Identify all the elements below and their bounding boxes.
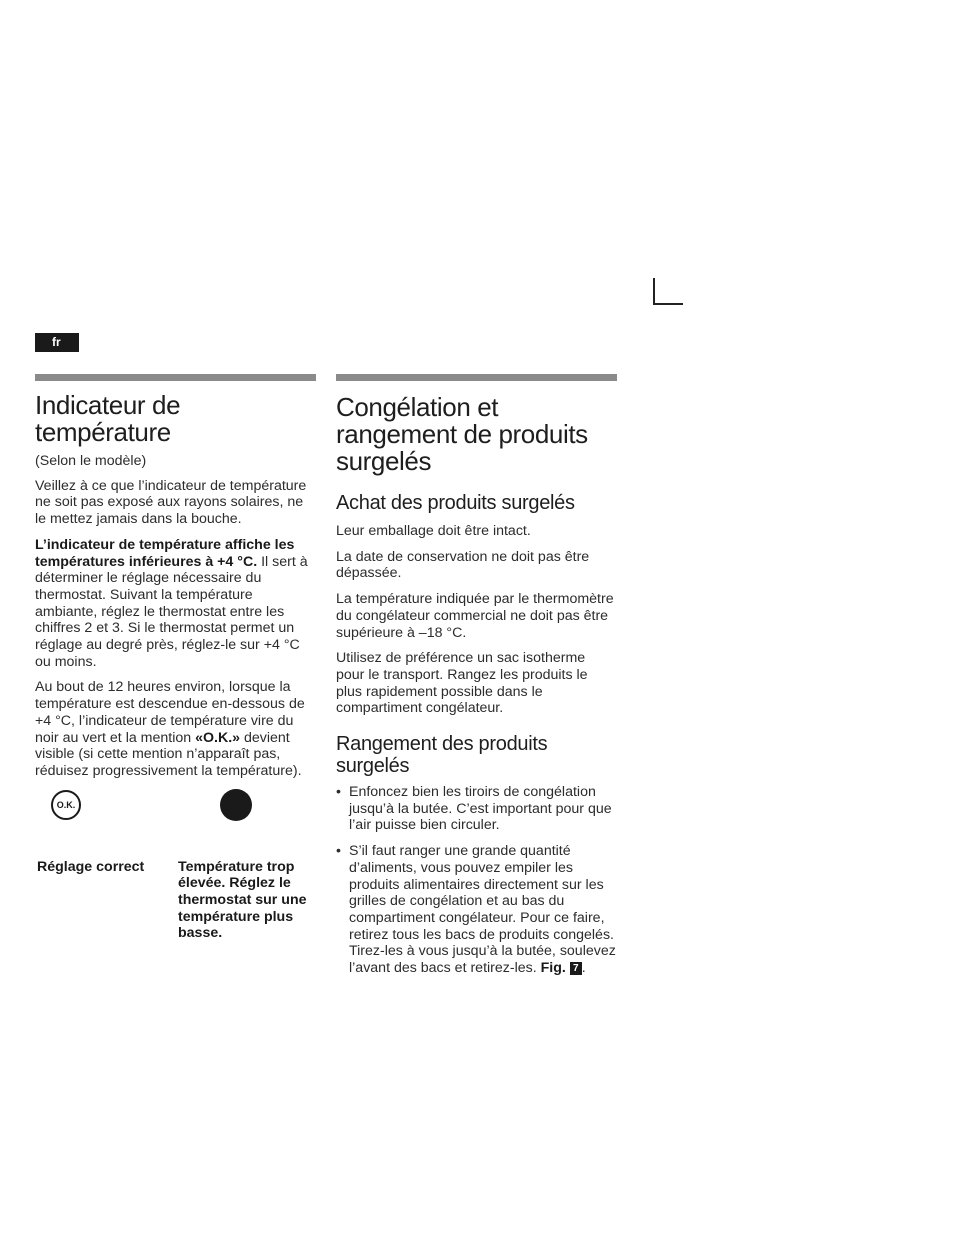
paragraph-thermostat <box>35 537 316 671</box>
right-column <box>336 374 617 986</box>
list-item: • S’il faut ranger une grande quantité d’aliments, vous pouvez empiler les produits alimentaires directement sur les grilles de congélation et au bas du compartiment congélateur. Pour ce faire, retirez tous les bacs de produits congelés. Tirez-les à vous jusqu’à la butée, soulevez l’avant des bacs et retirez-les. Fig. 7 . <box>336 843 616 977</box>
model-note: (Selon le modèle) <box>35 453 147 469</box>
indicator-illustration <box>35 789 316 942</box>
paragraph-packaging: Leur emballage doit être intact. <box>336 523 531 539</box>
paragraph-ok-text-a: Au bout de 12 heures environ, lorsque la température est descendue en-dessous de +4 °C, l’indicateur de température vire du noir au vert et la mention <box>35 679 305 746</box>
indicator-ok-icon <box>51 790 81 820</box>
language-badge: fr <box>35 333 79 352</box>
indicator-dark-icon <box>220 789 252 821</box>
storage-list <box>336 784 617 977</box>
paragraph-date: La date de conservation ne doit pas être dépassée. <box>336 548 590 582</box>
list-item-text: S’il faut ranger une grande quantité d’aliments, vous pouvez empiler les produits alimentaires directement sur les grilles de congélation et au bas du compartiment congélateur. Pour ce faire, retirez tous les bacs de produits congelés. Tirez-les à vous jusqu’à la butée, soulevez l’avant des bacs et retirez-les. <box>349 843 616 977</box>
section-title-indicator: Indicateur de température <box>35 390 181 447</box>
paragraph-thermometer: La température indiquée par le thermomètre du congélateur commercial ne doit pas être supérieure à –18 °C. <box>336 591 614 641</box>
paragraph-warning: Veillez à ce que l’indicateur de température ne soit pas exposé aux rayons solaires, ne le mettez jamais dans la bouche. <box>35 477 307 528</box>
paragraph-transport: Utilisez de préférence un sac isotherme pour le transport. Rangez les produits le plus rapidement possible dans le compartiment congélateur. <box>336 650 588 717</box>
section-title-freezing: Congélation et rangement de produits surgelés <box>336 392 588 476</box>
crop-mark <box>653 278 683 305</box>
list-item: • Enfoncez bien les tiroirs de congélation jusqu’à la butée. C’est important pour que l’air puisse bien circuler. <box>336 784 612 834</box>
paragraph-thermostat-bold: L’indicateur de température affiche les températures inférieures à +4 °C. <box>35 536 295 570</box>
paragraph-ok <box>35 679 316 779</box>
section-rule <box>35 374 316 381</box>
figure-reference-label: Fig. <box>540 960 566 977</box>
section-rule <box>336 374 617 381</box>
left-column <box>35 374 316 942</box>
list-item-text: Enfoncez bien les tiroirs de congélation jusqu’à la butée. C’est important pour que l’air puisse bien circuler. <box>349 784 612 834</box>
paragraph-ok-text-b: devient visible (si cette mention n’apparaît pas, réduisez progressivement la température). <box>35 729 302 779</box>
caption-too-high: Température trop élevée. Réglez le thermostat sur une température plus basse. <box>178 858 307 942</box>
caption-correct-setting: Réglage correct <box>37 858 145 875</box>
figure-number-badge: 7 <box>570 962 582 975</box>
paragraph-thermostat-text: Il sert à déterminer le réglage nécessaire du thermostat. Suivant la température ambiante, réglez le thermostat entre les chiffres 2 et 3. Si le thermostat permet un réglage au degré près, réglez-le sur +4 °C ou moins. <box>35 553 308 670</box>
indicator-ok-label: O.K. <box>56 799 76 810</box>
ok-mention: «O.K.» <box>195 729 241 746</box>
subtitle-purchase: Achat des produits surgelés <box>336 492 575 514</box>
subtitle-storage: Rangement des produits surgelés <box>336 733 548 778</box>
figure-reference-end: . <box>581 960 586 977</box>
